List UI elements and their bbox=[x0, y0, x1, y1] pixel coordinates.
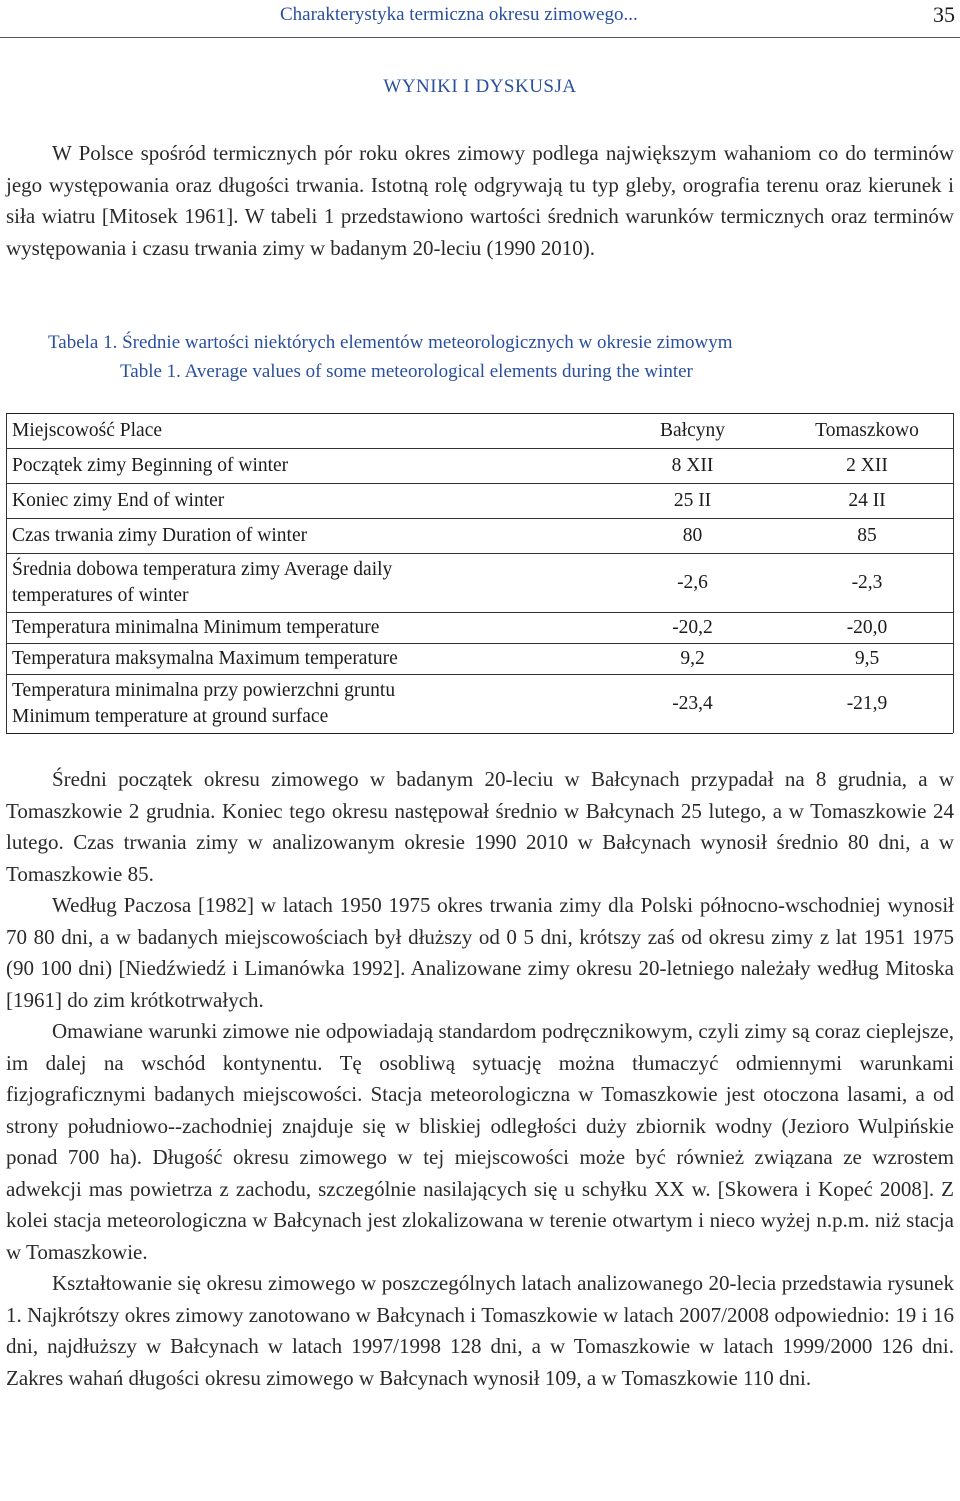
row-label: Koniec zimy End of winter bbox=[6, 484, 604, 519]
row-value-tomaszkowo: 9,5 bbox=[781, 644, 953, 675]
body-paragraph-text: Omawiane warunki zimowe nie odpowiadają standardom podręcznikowym, czyli zimy są coraz cieplejsze, im dalej na wschód kontynentu. Tę osobliwą sytuację można tłumaczyć odmiennymi warunkami fizjograficznymi badanych miejscowości. Stacja meteorologiczna w Tomaszkowie jest otoczona lasami, a od strony południowo--zachodniej znajduje się w bliskiej odległości duży zbiornik wodny (Jezioro Wulpińskie ponad 700 ha). Długość okresu zimowego w tej miejscowości może być również związana ze wzrostem adwekcji mas powietrza z zachodu, szczególnie nasilających się u schyłku XX w. [Skowera i Kopeć 2008]. Z kolei stacja meteorologiczna w Bałcynach jest zlokalizowana w terenie otwartym i nieco wyżej n.p.m. niż stacja w Tomaszkowie. bbox=[6, 1019, 954, 1264]
table-row bbox=[6, 613, 953, 644]
body-paragraph bbox=[6, 1016, 954, 1268]
row-value-balcyny: -23,4 bbox=[604, 675, 781, 734]
row-label: Czas trwania zimy Duration of winter bbox=[6, 519, 604, 554]
row-label-line: temperatures of winter bbox=[12, 585, 189, 606]
row-label bbox=[6, 554, 604, 613]
intro-paragraph-text: W Polsce spośród termicznych pór roku okres zimowy podlega największym wahaniom co do terminów jego występowania oraz długości trwania. Istotną rolę odgrywają tu typ gleby, orografia terenu oraz kierunek i siła wiatru [Mitosek 1961]. W tabeli 1 przedstawiono wartości średnich warunków termicznych oraz terminów występowania i czasu trwania zimy w badanym 20-leciu (1990 2010). bbox=[6, 141, 954, 260]
table-header-row bbox=[6, 414, 953, 449]
body-text bbox=[6, 764, 954, 1394]
row-value-tomaszkowo: -20,0 bbox=[781, 613, 953, 644]
row-label: Temperatura minimalna Minimum temperature bbox=[6, 613, 604, 644]
table-row bbox=[6, 644, 953, 675]
running-title: Charakterystyka termiczna okresu zimowego... bbox=[280, 4, 638, 25]
header-tomaszkowo: Tomaszkowo bbox=[781, 414, 953, 449]
header-balcyny: Bałcyny bbox=[604, 414, 781, 449]
section-title: WYNIKI I DYSKUSJA bbox=[383, 76, 577, 97]
table-caption-pl: Tabela 1. Średnie wartości niektórych elementów meteorologicznych w okresie zimowym bbox=[48, 332, 733, 353]
row-value-balcyny: 25 II bbox=[604, 484, 781, 519]
row-label-line: Średnia dobowa temperatura zimy Average daily bbox=[12, 559, 393, 580]
running-header bbox=[0, 0, 960, 38]
table-row bbox=[6, 519, 953, 554]
row-label: Początek zimy Beginning of winter bbox=[6, 449, 604, 484]
row-value-balcyny: -20,2 bbox=[604, 613, 781, 644]
table-row bbox=[6, 484, 953, 519]
row-value-tomaszkowo: -21,9 bbox=[781, 675, 953, 734]
table-right-border bbox=[953, 413, 954, 733]
header-place: Miejscowość Place bbox=[6, 414, 604, 449]
table-caption-en: Table 1. Average values of some meteorological elements during the winter bbox=[120, 361, 693, 382]
body-paragraph-text: Kształtowanie się okresu zimowego w poszczególnych latach analizowanego 20-lecia przedstawia rysunek 1. Najkrótszy okres zimowy zanotowano w Bałcynach i Tomaszkowie w latach 2007/2008 odpowiednio: 19 i 16 dni, najdłuższy w Bałcynach w latach 1997/1998 128 dni, a w Tomaszkowie w latach 1999/2000 126 dni. Zakres wahań długości okresu zimowego w Bałcynach wynosił 109, a w Tomaszkowie 110 dni. bbox=[6, 1271, 954, 1390]
meteorological-table bbox=[6, 413, 953, 734]
row-value-balcyny: 8 XII bbox=[604, 449, 781, 484]
page-number: 35 bbox=[933, 2, 955, 27]
body-paragraph bbox=[6, 764, 954, 890]
row-value-tomaszkowo: 24 II bbox=[781, 484, 953, 519]
row-value-tomaszkowo: 85 bbox=[781, 519, 953, 554]
row-value-balcyny: 80 bbox=[604, 519, 781, 554]
row-value-tomaszkowo: 2 XII bbox=[781, 449, 953, 484]
row-value-balcyny: 9,2 bbox=[604, 644, 781, 675]
body-paragraph bbox=[6, 1268, 954, 1394]
body-paragraph-text: Według Paczosa [1982] w latach 1950 1975 okres trwania zimy dla Polski północno-wschodniej wynosił 70 80 dni, a w badanych miejscowościach był dłuższy od 0 5 dni, krótszy zaś od okresu zimy z lat 1951 1975 (90 100 dni) [Niedźwiedź i Limanówka 1992]. Analizowane zimy okresu 20-letniego należały według Mitoska [1961] do zim krótkotrwałych. bbox=[6, 893, 954, 1012]
table-row bbox=[6, 675, 953, 734]
row-value-tomaszkowo: -2,3 bbox=[781, 554, 953, 613]
row-label-line: Temperatura minimalna przy powierzchni gruntu bbox=[12, 680, 396, 701]
body-paragraph-text: Średni początek okresu zimowego w badanym 20-leciu w Bałcynach przypadał na 8 grudnia, a w Tomaszkowie 2 grudnia. Koniec tego okresu następował średnio w Bałcynach 25 lutego, a w Tomaszkowie 24 lutego. Czas trwania zimy w analizowanym okresie 1990 2010 w Bałcynach wynosił średnio 80 dni, a w Tomaszkowie 85. bbox=[6, 767, 954, 886]
body-paragraph bbox=[6, 890, 954, 1016]
table-row bbox=[6, 449, 953, 484]
intro-paragraph bbox=[6, 138, 954, 264]
row-label bbox=[6, 675, 604, 734]
table-row bbox=[6, 554, 953, 613]
row-label-line: Minimum temperature at ground surface bbox=[12, 706, 329, 727]
row-value-balcyny: -2,6 bbox=[604, 554, 781, 613]
row-label: Temperatura maksymalna Maximum temperature bbox=[6, 644, 604, 675]
